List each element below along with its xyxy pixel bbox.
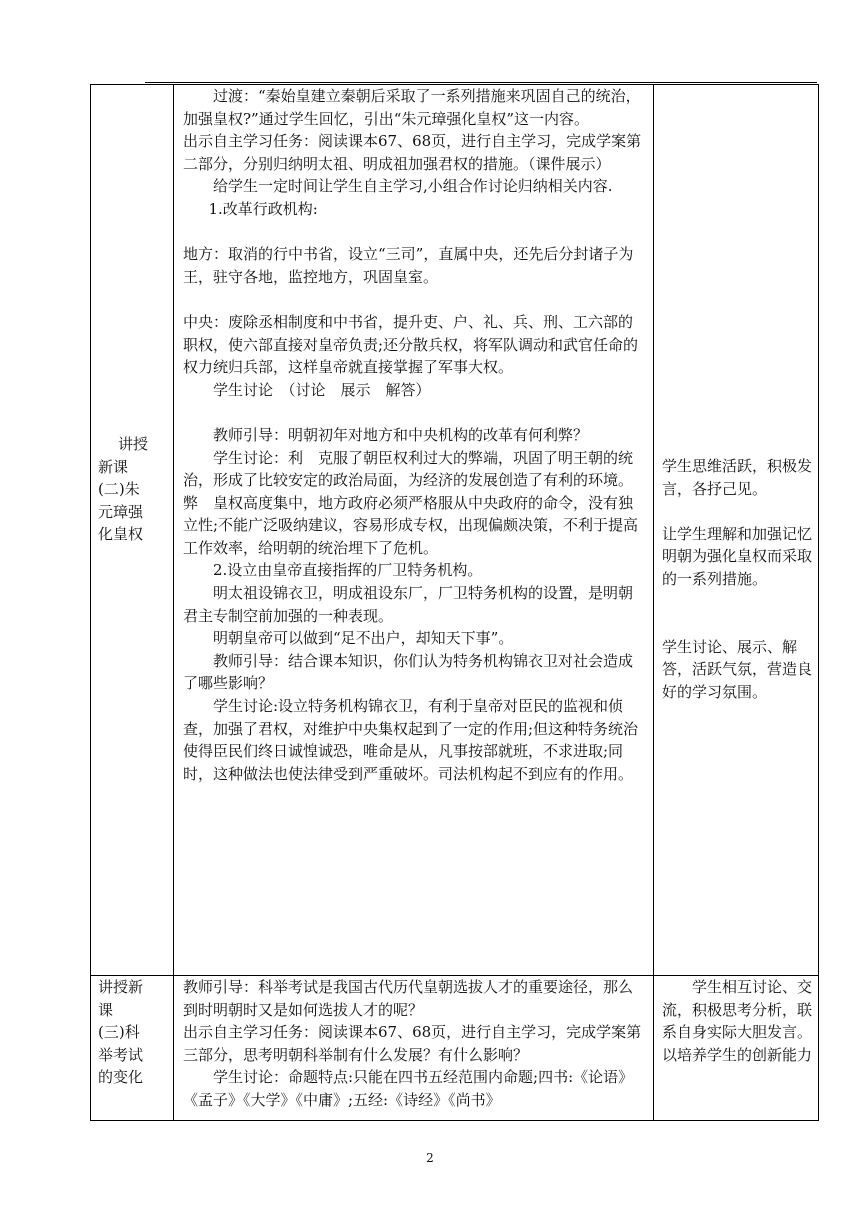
note-paragraph: 学生讨论、展示、解答，活跃气氛，营造良好的学习氛围。 [662, 637, 813, 701]
blank-line [183, 401, 645, 424]
note-paragraph: 学生相互讨论、交流，积极思考分析，联系自身实际大胆发言。以培养学生的创新能力 [662, 978, 813, 1064]
content-paragraph: 教师引导：科举考试是我国古代历代皇朝选拔人才的重要途径，那么到时明朝时又是如何选拔人才的呢？ [183, 978, 634, 1019]
section-label-line: 课 [98, 1000, 114, 1019]
content-paragraph: 学生讨论：利 克服了朝臣权利过大的弊端，巩固了明王朝的统治，形成了比较安定的政治局面，为经济的发展创造了有利的环境。 弊 皇权高度集中，地方政府必须严格服从中央政府的命令，没有独立性;不能广泛吸纳建议，容易形成专权，出现偏颇决策，不利于提高工作效率，给明朝的统治埋下了危机。 [183, 448, 641, 557]
section-label-line: 讲授新 [98, 978, 144, 996]
section-cell [91, 85, 174, 976]
content-paragraph: 教师引导：明朝初年对地方和中央机构的改革有何利弊？ [213, 425, 589, 444]
content-paragraph: 1.改革行政机构: [208, 199, 318, 218]
note-paragraph: 让学生理解和加强记忆明朝为强化皇权而采取的一系列措施。 [662, 524, 813, 588]
blank-line [183, 221, 645, 244]
content-paragraph: 教师引导：结合课本知识，你们认为特务机构锦衣卫对社会造成了哪些影响？ [183, 651, 634, 693]
top-rule [145, 82, 817, 83]
content-paragraph: 明太祖设锦衣卫，明成祖设东厂，厂卫特务机构的设置，是明朝君主专制空前加强的一种表现。 [183, 584, 634, 625]
content-cell [174, 85, 654, 976]
content-paragraph: 过渡：“秦始皇建立秦朝后采取了一系列措施来巩固自己的统治，加强皇权?”通过学生回忆，引出“朱元璋强化皇权”这一内容。 [183, 87, 641, 128]
section-label-line: 举考试 [98, 1045, 144, 1064]
notes-cell [654, 976, 819, 1121]
content-paragraph: 学生讨论:设立特务机构锦衣卫，有利于皇帝对臣民的监视和侦查，加强了君权，对维护中央集权起到了一定的作用;但这种特务统治使得臣民们终日诚惶诚恐，唯命是从，凡事按部就班，不求进取;同时，这种做法也使法律受到严重破坏。司法机构起不到应有的作用。 [183, 697, 639, 783]
table-row [91, 976, 819, 1121]
content-cell [174, 976, 654, 1121]
section-label-line: (三)科 [98, 1023, 140, 1042]
content-paragraph: 明朝皇帝可以做到“足不出户，却知天下事”。 [213, 629, 514, 648]
section-label-line: 的变化 [98, 1068, 144, 1087]
content-paragraph: 学生讨论：命题特点:只能在四书五经范围内命题;四书:《论语》《孟子》《大学》《中庸》;五经:《诗经》《尚书》 [183, 1068, 634, 1109]
notes-cell [654, 85, 819, 976]
content-body [174, 85, 653, 785]
note-paragraph: 学生思维活跃，积极发言，各抒己见。 [662, 457, 813, 498]
lesson-plan-table [90, 84, 819, 1121]
content-paragraph: 2.设立由皇帝直接指挥的厂卫特务机构。 [213, 561, 483, 580]
content-paragraph: 中央：废除丞相制度和中书省，提升吏、户、礼、兵、刑、工六部的职权，使六部直接对皇帝负责;还分散兵权，将军队调动和武官任命的权力统归兵部，这样皇帝就直接掌握了军事大权。 [183, 312, 639, 377]
content-body [174, 976, 653, 1112]
content-paragraph: 出示自主学习任务：阅读课本67、68页，进行自主学习，完成学案第二部分，分别归纳明太祖、明成祖加强君权的措施。（课件展示） [183, 132, 642, 173]
section-label-line: (二)朱 [98, 480, 140, 499]
section-label-line: 化皇权 [98, 525, 144, 544]
page-number: 2 [426, 1151, 434, 1165]
content-paragraph: 出示自主学习任务：阅读课本67、68页，进行自主学习，完成学案第三部分，思考明朝科举制有什么发展？有什么影响？ [183, 1023, 642, 1064]
section-cell [91, 976, 174, 1121]
content-paragraph: 地方：取消的行中书省，设立“三司”，直属中央，还先后分封诸子为王，驻守各地，监控地方，巩固皇室。 [183, 245, 634, 286]
table-row [91, 85, 819, 976]
content-paragraph: 给学生一定时间让学生自主学习,小组合作讨论归纳相关内容. [213, 177, 613, 196]
content-paragraph: 学生讨论 （讨论 展示 解答） [213, 380, 431, 399]
section-label-line: 讲授 [118, 435, 149, 453]
section-label-line: 新课 [98, 457, 129, 476]
section-label-line: 元璋强 [98, 502, 144, 521]
blank-line [183, 288, 645, 311]
